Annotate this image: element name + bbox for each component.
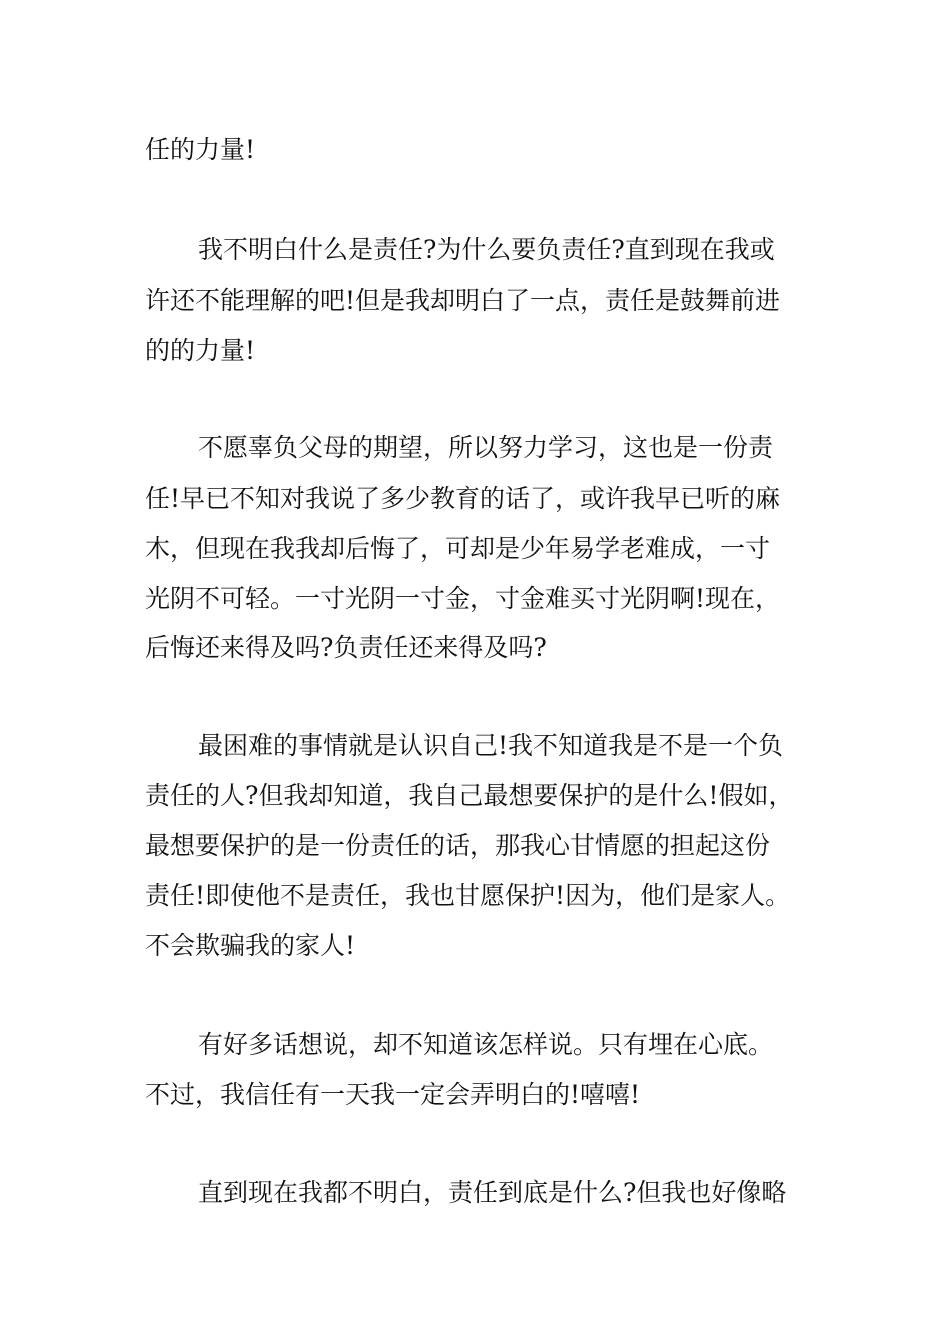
text-line: 责任的人?但我却知道，我自己最想要保护的是什么!假如，: [145, 781, 794, 810]
text-line: 任!早已不知对我说了多少教育的话了，或许我早已听的麻: [145, 484, 781, 513]
text-line: 后悔还来得及吗?负责任还来得及吗?: [145, 633, 547, 662]
text-line: 不愿辜负父母的期望，所以努力学习，这也是一份责: [198, 433, 774, 462]
text-line: 最困难的事情就是认识自己!我不知道我是不是一个负: [198, 731, 784, 760]
text-line: 不会欺骗我的家人!: [145, 931, 356, 960]
text-line: 最想要保护的是一份责任的话，那我心甘情愿的担起这份: [145, 831, 771, 860]
text-line: 的的力量!: [145, 336, 256, 365]
text-line: 不过，我信任有一天我一定会弄明白的!嘻嘻!: [145, 1080, 641, 1109]
text-line: 许还不能理解的吧!但是我却明白了一点，责任是鼓舞前进: [145, 286, 781, 315]
text-line: 木，但现在我我却后悔了，可却是少年易学老难成，一寸: [145, 534, 771, 563]
text-line: 任的力量!: [145, 135, 256, 164]
text-line: 有好多话想说，却不知道该怎样说。只有埋在心底。: [198, 1030, 774, 1059]
text-line: 光阴不可轻。一寸光阴一寸金，寸金难买寸光阴啊!现在，: [145, 584, 781, 613]
text-line: 我不明白什么是责任?为什么要负责任?直到现在我或: [198, 235, 775, 264]
text-line: 直到现在我都不明白，责任到底是什么?但我也好像略: [198, 1178, 787, 1207]
text-line: 责任!即使他不是责任，我也甘愿保护!因为，他们是家人。: [145, 881, 791, 910]
